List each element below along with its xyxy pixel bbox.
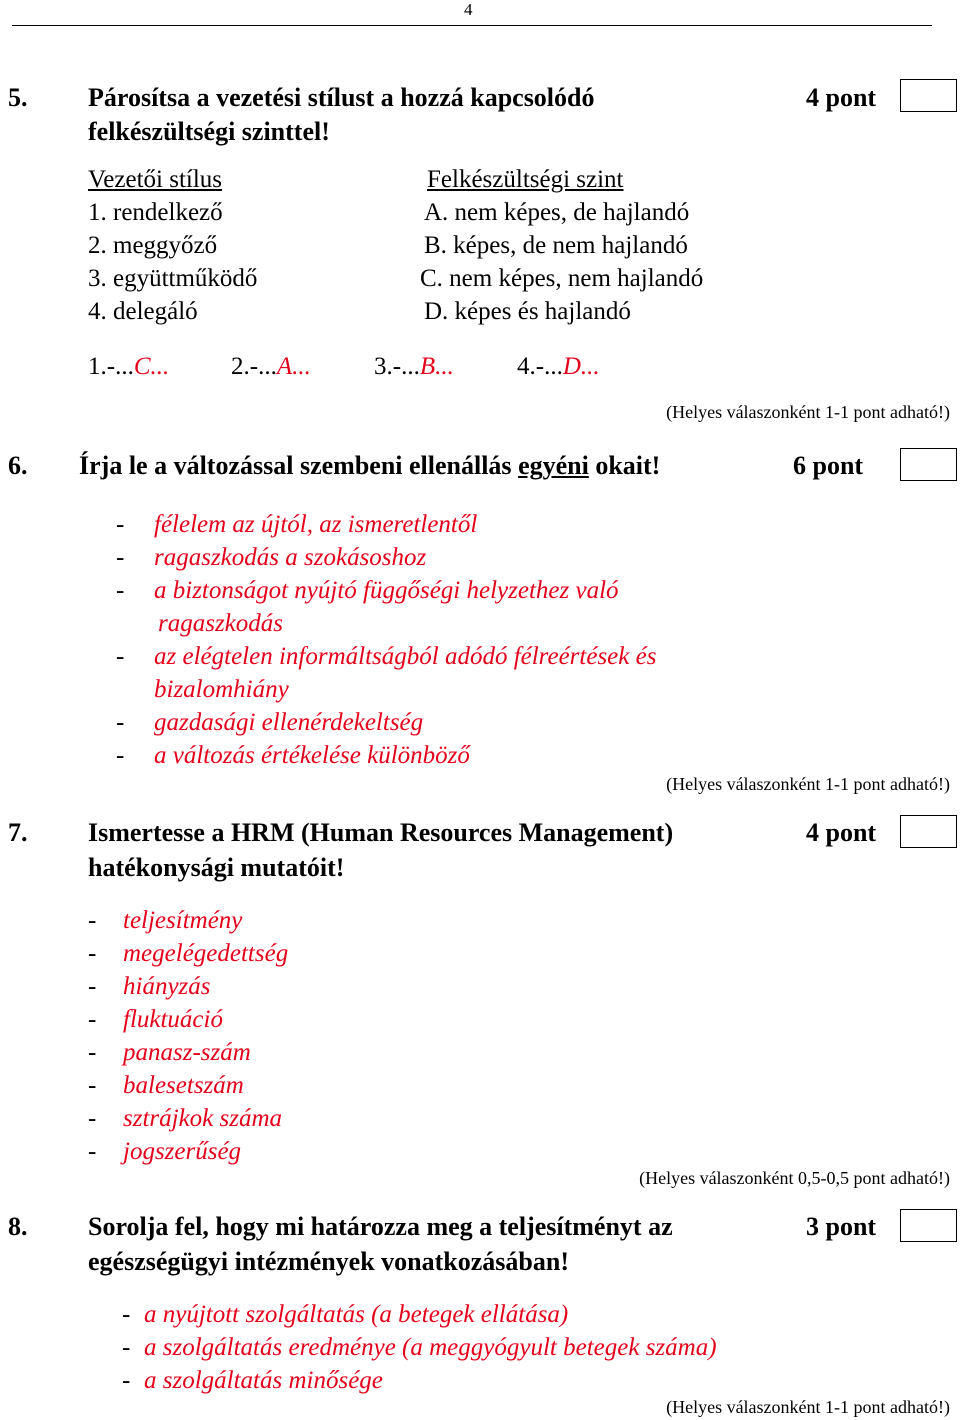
q5-style-2: 2. meggyőző <box>88 232 218 259</box>
q8-number: 8. <box>8 1212 28 1241</box>
q6-text: Írja le a változással szembeni ellenállás egyéni okait! <box>79 451 661 480</box>
list-item: - gazdasági ellenérdekeltség <box>116 709 424 736</box>
list-item: - jogszerűség <box>88 1138 242 1165</box>
list-item: - ragaszkodás a szokásoshoz <box>116 544 427 571</box>
q5-style-4: 4. delegáló <box>88 298 198 325</box>
q8-points: 3 pont <box>806 1212 877 1241</box>
q5-col1-header: Vezetői stílus <box>88 166 223 193</box>
list-item: - a biztonságot nyújtó függőségi helyzethez való <box>116 577 619 604</box>
q5-col2-header: Felkészültségi szint <box>427 166 624 193</box>
list-item: - a változás értékelése különböző <box>116 742 470 769</box>
q7-number: 7. <box>8 818 28 847</box>
q5-style-1: 1. rendelkező <box>88 199 223 226</box>
q8-note: (Helyes válaszonként 1-1 pont adható!) <box>666 1397 950 1417</box>
q5-answer-4: 4.-...D... <box>517 353 600 380</box>
q6-answer-list <box>116 508 656 772</box>
q6-text-underlined: egyéni <box>518 451 589 480</box>
list-item: - félelem az újtól, az ismeretlentől <box>116 511 478 538</box>
list-item: - balesetszám <box>88 1072 244 1099</box>
q6-note: (Helyes válaszonként 1-1 pont adható!) <box>666 774 950 794</box>
list-item: - teljesítmény <box>88 907 243 934</box>
list-item: - a szolgáltatás eredménye (a meggyógyult betegek száma) <box>122 1334 717 1361</box>
q5-answer-2: 2.-...A... <box>231 353 311 380</box>
q6-points: 6 pont <box>793 451 864 480</box>
q5-points: 4 pont <box>806 83 877 112</box>
q5-number: 5. <box>8 83 28 112</box>
q5-level-a: A. nem képes, de hajlandó <box>424 199 690 226</box>
q5-text-line1: Párosítsa a vezetési stílust a hozzá kapcsolódó <box>88 83 595 112</box>
list-item: - hiányzás <box>88 973 211 1000</box>
list-item: - sztrájkok száma <box>88 1105 283 1132</box>
q5-style-3: 3. együttműködő <box>88 265 258 292</box>
q7-points: 4 pont <box>806 818 877 847</box>
q5-answer-1: 1.-...C... <box>88 353 170 380</box>
q5-level-d: D. képes és hajlandó <box>424 298 631 325</box>
list-item: - fluktuáció <box>88 1006 223 1033</box>
q8-answer-list <box>122 1298 717 1397</box>
q7-score-box[interactable] <box>900 815 957 848</box>
list-item: - a nyújtott szolgáltatás (a betegek ellátása) <box>122 1301 569 1328</box>
list-item-continuation: bizalomhiány <box>154 676 289 703</box>
q7-text-line2: hatékonysági mutatóit! <box>88 853 345 882</box>
page-number: 4 <box>464 0 473 19</box>
list-item: - a szolgáltatás minősége <box>122 1367 383 1394</box>
q5-score-box[interactable] <box>900 79 957 112</box>
q5-text-line2: felkészültségi szinttel! <box>88 117 330 146</box>
q6-number: 6. <box>8 451 28 480</box>
q7-text-line1: Ismertesse a HRM (Human Resources Management) <box>88 818 674 847</box>
q5-note: (Helyes válaszonként 1-1 pont adható!) <box>666 402 950 422</box>
q6-score-box[interactable] <box>900 448 957 481</box>
q8-score-box[interactable] <box>900 1209 957 1242</box>
q5-level-b: B. képes, de nem hajlandó <box>424 232 688 259</box>
q5-level-c: C. nem képes, nem hajlandó <box>420 265 704 292</box>
header-rule <box>12 25 932 26</box>
q5-answer-3: 3.-...B... <box>374 353 454 380</box>
list-item: - az elégtelen informáltságból adódó félreértések és <box>116 643 657 670</box>
q8-text-line2: egészségügyi intézmények vonatkozásában! <box>88 1247 569 1276</box>
q8-text-line1: Sorolja fel, hogy mi határozza meg a teljesítményt az <box>88 1212 673 1241</box>
list-item: - panasz-szám <box>88 1039 251 1066</box>
q7-answer-list <box>88 904 288 1168</box>
list-item-continuation: ragaszkodás <box>158 610 284 637</box>
list-item: - megelégedettség <box>88 940 289 967</box>
q7-note: (Helyes válaszonként 0,5-0,5 pont adható!) <box>639 1168 950 1188</box>
